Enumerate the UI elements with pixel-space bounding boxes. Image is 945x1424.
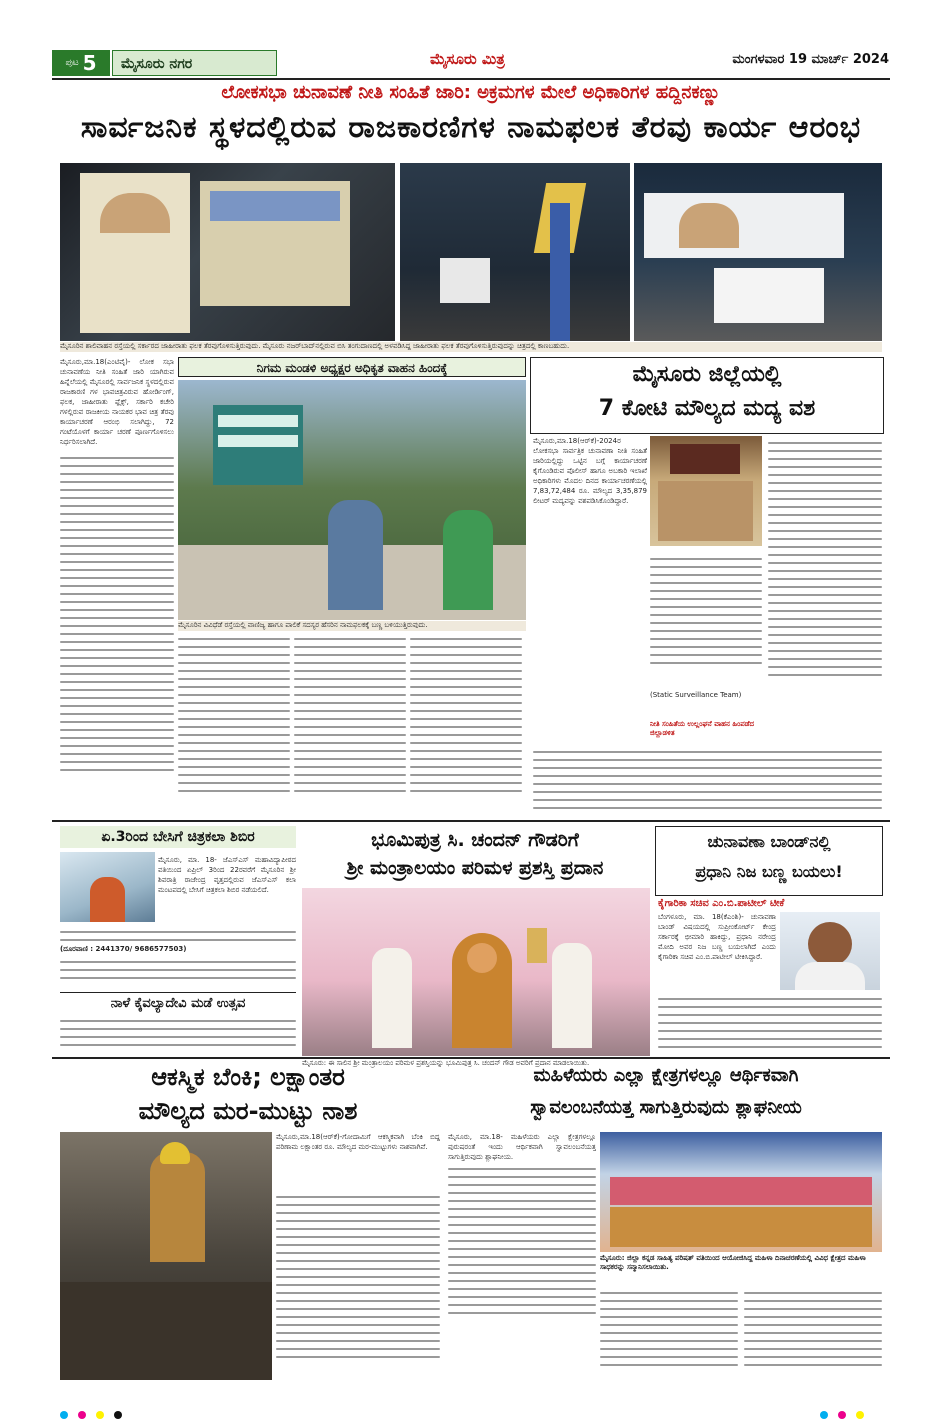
lead-photo-2	[400, 163, 630, 341]
liquor-body-bottom	[533, 745, 882, 815]
liquor-body-col2	[650, 552, 762, 687]
mantralaya-headline-box	[300, 826, 650, 886]
fire-headline-1: ಆಕಸ್ಮಿಕ ಬೆಂಕಿ; ಲಕ್ಷಾಂತರ	[151, 1063, 345, 1091]
inset-photo	[178, 380, 526, 620]
section-title: ಮೈಸೂರು ನಗರ	[112, 50, 277, 76]
fire-headline-2: ಮೌಲ್ಯದ ಮರ-ಮುಟ್ಟು ನಾಶ	[138, 1097, 358, 1125]
mela-headline: ನಾಳೆ ಕೈವಲ್ಯಾದೇವಿ ಮಡೆ ಉತ್ಸವ	[60, 992, 296, 1015]
page-label: ಪುಟ	[65, 58, 79, 68]
lead-photo-1	[60, 163, 395, 341]
mantralaya-headline-2: ಶ್ರೀ ಮಂತ್ರಾಲಯಂ ಪರಿಮಳ ಪ್ರಶಸ್ತಿ ಪ್ರದಾನ	[346, 857, 604, 879]
liquor-footnote: ನೀತಿ ಸಂಹಿತೆಯ ಉಲ್ಲಂಘನೆ ವಾಹನ ಹಿಂಪಡೆದ ಜಿಲ್ಲಾಡಳಿತ	[650, 720, 762, 742]
inset-headline: ನಿಗಮ ಮಂಡಳಿ ಅಧ್ಯಕ್ಷರ ಅಧಿಕೃತ ವಾಹನ ಹಿಂದಕ್ಕೆ	[178, 357, 526, 377]
issue-date: ಮಂಗಳವಾರ 19 ಮಾರ್ಚ್ 2024	[732, 52, 889, 67]
women-headline-1: ಮಹಿಳೆಯರು ಎಲ್ಲಾ ಕ್ಷೇತ್ರಗಳಲ್ಲೂ ಆರ್ಥಿಕವಾಗಿ	[533, 1065, 799, 1086]
liquor-headline-1: ಮೈಸೂರು ಜಿಲ್ಲೆಯಲ್ಲಿ	[632, 362, 782, 387]
liquor-dateline: ಮೈಸೂರು,ಮಾ.18(ಆರ್‌ಕೆ)-2024ರ ಲೋಕಸಭಾ ಸಾರ್ವತ್ರಿಕ ಚುನಾವಣಾ ನೀತಿ ಸಂಹಿತೆ ಜಾರಿಯಲ್ಲಿದ್ದು ಒಟ್ಟಿನ ಬಗ್ಗೆ ಕಾರ್ಯಾಚರಣೆ ಕೈಗೊಂಡಿರುವ ಪೊಲೀಸ್ ಹಾಗೂ ಅಬಕಾರಿ ಇಲಾಖೆ ಅಧಿಕಾರಿಗಳು ಮೊದಲ ದಿನದ ಕಾರ್ಯಾಚರಣೆಯಲ್ಲಿ 7,83,72,484 ರೂ. ಮೌಲ್ಯದ 3,35,879 ಲೀಟರ್ ಮದ್ಯವನ್ನು ವಶಪಡಿಸಿಕೊಂಡಿದ್ದಾರೆ.	[533, 437, 647, 505]
masthead: ಮೈಸೂರು ಮಿತ್ರ	[430, 50, 505, 68]
art-camp-body: ಮೈಸೂರು, ಮಾ. 18- ಜೆಎಸ್‌ಎಸ್ ಮಹಾವಿದ್ಯಾಪೀಠದ ವತಿಯಿಂದ ಏಪ್ರಿಲ್ 3ರಿಂದ 22ರವರೆಗೆ ಮೈಸೂರಿನ ಶ್ರೀ ಶಿವರಾತ್ರಿ ರಾಜೇಂದ್ರ ವೃತ್ತದಲ್ಲಿರುವ ಜೆಎಸ್‌ಎಸ್ ಕಲಾ ಮಂಟಪದಲ್ಲಿ ಬೇಸಿಗೆ ಚಿತ್ರಕಲಾ ಶಿಬಿರ ನಡೆಯಲಿದೆ.	[158, 856, 296, 894]
art-camp-body-lines	[60, 925, 296, 945]
lead-body-col3	[294, 632, 406, 812]
bond-headline-box	[655, 826, 883, 896]
page-number-badge	[52, 50, 110, 76]
bond-byline: ಕೈಗಾರಿಕಾ ಸಚಿವ ಎಂ.ಬಿ.ಪಾಟೀಲ್ ಟೀಕೆ	[658, 898, 785, 909]
mela-body	[60, 1014, 296, 1049]
bond-headline-2: ಪ್ರಧಾನಿ ನಿಜ ಬಣ್ಣ ಬಯಲು!	[695, 862, 843, 881]
liquor-headline-2: 7 ಕೋಟಿ ಮೌಲ್ಯದ ಮದ್ಯ ವಶ	[598, 396, 816, 421]
static-team-note: (Static Surveillance Team)	[650, 691, 742, 699]
lead-headline: ಸಾರ್ವಜನಿಕ ಸ್ಥಳದಲ್ಲಿರುವ ರಾಜಕಾರಣಿಗಳ ನಾಮಫಲಕ ತೆರವು ಕಾರ್ಯ ಆರಂಭ	[80, 110, 862, 145]
women-headline-2: ಸ್ವಾವಲಂಬನೆಯತ್ತ ಸಾಗುತ್ತಿರುವುದು ಶ್ಲಾಘನೀಯ	[530, 1097, 802, 1118]
section-rule-1	[52, 820, 890, 822]
mantralaya-headline-1: ಭೂಮಿಪುತ್ರ ಸಿ. ಚಂದನ್ ಗೌಡರಿಗೆ	[371, 829, 579, 851]
liquor-headline-box	[530, 357, 884, 434]
lead-body-col4	[410, 632, 522, 812]
lead-photo-3	[634, 163, 882, 341]
page-number: 5	[82, 51, 97, 75]
bond-body: ಬೆಂಗಳೂರು, ಮಾ. 18(ಕೆಎಂಶಿ)- ಚುನಾವಣಾ ಬಾಂಡ್ ವಿಷಯದಲ್ಲಿ ಸುಪ್ರೀಂಕೋರ್ಟ್ ಕೇಂದ್ರ ಸರ್ಕಾರಕ್ಕೆ ಛೀಮಾರಿ ಹಾಕಿದ್ದು, ಪ್ರಧಾನಿ ನರೇಂದ್ರ ಮೋದಿ ಅವರ ನಿಜ ಬಣ್ಣ ಬಯಲಾಗಿದೆ ಎಂದು ಕೈಗಾರಿಕಾ ಸಚಿವ ಎಂ.ಬಿ.ಪಾಟೀಲ್ ಟೀಕಿಸಿದ್ದಾರೆ.	[658, 913, 776, 961]
bond-headline-1: ಚುನಾವಣಾ ಬಾಂಡ್‌ನಲ್ಲಿ	[707, 832, 831, 851]
bond-body-lines	[658, 992, 882, 1052]
women-body-text: ಮೈಸೂರು, ಮಾ.18- ಮಹಿಳೆಯರು ಎಲ್ಲಾ ಕ್ಷೇತ್ರಗಳಲ್ಲೂ ಪುರುಷರಂತೆ ಇಂದು ಆರ್ಥಿಕವಾಗಿ ಸ್ವಾವಲಂಬನೆಯತ್ತ ಸಾಗುತ್ತಿರುವುದು ಶ್ಲಾಘನೀಯ.	[448, 1133, 596, 1161]
women-photo-caption: ಮೈಸೂರು: ಜಿಲ್ಲಾ ಕನ್ನಡ ಸಾಹಿತ್ಯ ಪರಿಷತ್ ವತಿಯಿಂದ ಆಯೋಜಿಸಿದ್ದ ಮಹಿಳಾ ದಿನಾಚರಣೆಯಲ್ಲಿ ವಿವಿಧ ಕ್ಷೇತ್ರದ ಮಹಿಳಾ ಸಾಧಕರನ್ನು ಸನ್ಮಾನಿಸಲಾಯಿತು.	[600, 1254, 882, 1284]
liquor-body-col3	[768, 436, 882, 736]
lead-body-col2	[178, 632, 290, 812]
lead-dateline: ಮೈಸೂರು,ಮಾ.18(ಎಂಟಿವೈ)- ಲೋಕ ಸಭಾ ಚುನಾವಣೆಯ ನೀತಿ ಸಂಹಿತೆ ಜಾರಿ ಯಾಗಿರುವ ಹಿನ್ನೆಲೆಯಲ್ಲಿ ಮೈಸೂರಲ್ಲಿ ಸಾರ್ವಜನಿಕ ಸ್ಥಳದಲ್ಲಿರುವ ರಾಜಕಾರಣಿ ಗಳ ಭಾವಚಿತ್ರವಿರುವ ಹೋರ್ಡಿಂಗ್, ಫಲಕ, ಜಾಹೀರಾತು ಫ್ಲೆಕ್ಸ್, ಸರ್ಕಾರಿ ಕಚೇರಿ ಗಳಲ್ಲಿರುವ ರಾಜಕೀಯ ನಾಯಕರ ಭಾವ ಚಿತ್ರ ತೆರವು ಕಾರ್ಯಾಚರಣೆ ಆರಂಭಿ ಸಲಾಗಿದ್ದು, 72 ಗಂಟೆಯೊಳಗೆ ಕಾರ್ಯಾ ಚರಣೆ ಪೂರ್ಣಗೊಳಿಸಲು ನಿರ್ಧರಿಸಲಾಗಿದೆ.	[60, 358, 174, 446]
mantralaya-caption: ಮೈಸೂರು: ಈ ಸಾಲಿನ ಶ್ರೀ ಮಂತ್ರಾಲಯಂ ಪರಿಮಳ ಪ್ರಶಸ್ತಿಯನ್ನು ಭೂಮಿಪುತ್ರ ಸಿ. ಚಂದನ್ ಗೌಡ ಅವರಿಗೆ ಪ್ರದಾನ ಮಾಡಲಾಯಿತು.	[302, 1059, 590, 1067]
fire-body-lines	[276, 1190, 440, 1380]
registration-marks-right	[820, 1404, 874, 1423]
women-body	[448, 1132, 596, 1380]
art-camp-phones: (ದೂರವಾಣಿ : 2441370/ 9686577503)	[60, 945, 187, 953]
fire-photo	[60, 1132, 272, 1380]
women-photo	[600, 1132, 882, 1252]
liquor-photo	[650, 436, 762, 546]
lead-photo-caption: ಮೈಸೂರಿನ ಶಾಲಿವಾಹನ ರಸ್ತೆಯಲ್ಲಿ ಸರ್ಕಾರದ ಜಾಹೀರಾತು ಫಲಕ ತೆರವುಗೊಳಿಸುತ್ತಿರುವುದು. ಮೈಸೂರು ನಜರ್‌ಬಾದ್‌ನಲ್ಲಿರುವ ಬಿಸಿ ತಂಗುದಾಣದಲ್ಲಿ ಅಳವಡಿಸಿದ್ದ ಜಾಹೀರಾತು ಫಲಕ ತೆರವುಗೊಳಿಸುತ್ತಿರುವುದನ್ನು ಚಿತ್ರದಲ್ಲಿ ಕಾಣಬಹುದು.	[60, 342, 882, 352]
lead-body-col1	[60, 357, 174, 817]
registration-marks-left	[60, 1404, 132, 1423]
fire-body: ಮೈಸೂರು,ಮಾ.18(ಆರ್‌ಕೆ)-ಗೋದಾಮಿಗೆ ಆಕಸ್ಮಿಕವಾಗಿ ಬೆಂಕಿ ಬಿದ್ದ ಪರಿಣಾಮ ಲಕ್ಷಾಂತರ ರೂ. ಮೌಲ್ಯದ ಮರ-ಮುಟ್ಟುಗಳು ನಾಶವಾಗಿವೆ.	[276, 1133, 440, 1151]
header-rule	[52, 78, 890, 80]
women-headline-box	[446, 1060, 886, 1130]
women-body-col3	[744, 1286, 882, 1378]
bond-photo	[780, 912, 880, 990]
art-camp-body-lines-2	[60, 955, 296, 985]
liquor-body-col1	[533, 436, 647, 736]
inset-caption: ಮೈಸೂರಿನ ವಿವಿಧೆಡೆ ರಸ್ತೆಯಲ್ಲಿ ವಾಣಿಜ್ಯ ಹಾಗೂ ಪಾಲಿಕೆ ಸದಸ್ಯರ ಹೆಸರಿನ ನಾಮಫಲಕಕ್ಕೆ ಬಣ್ಣ ಬಳಿಯುತ್ತಿರುವುದು.	[178, 621, 526, 631]
mantralaya-photo	[302, 888, 650, 1056]
section-rule-2	[52, 1057, 890, 1059]
fire-headline-box	[56, 1060, 440, 1130]
women-body-col2	[600, 1286, 738, 1378]
art-camp-headline: ಏ.3ರಿಂದ ಬೇಸಿಗೆ ಚಿತ್ರಕಲಾ ಶಿಬಿರ	[60, 826, 296, 848]
lead-kicker: ಲೋಕಸಭಾ ಚುನಾವಣೆ ನೀತಿ ಸಂಹಿತೆ ಜಾರಿ: ಅಕ್ರಮಗಳ ಮೇಲೆ ಅಧಿಕಾರಿಗಳ ಹದ್ದಿನಕಣ್ಣು	[221, 82, 721, 103]
